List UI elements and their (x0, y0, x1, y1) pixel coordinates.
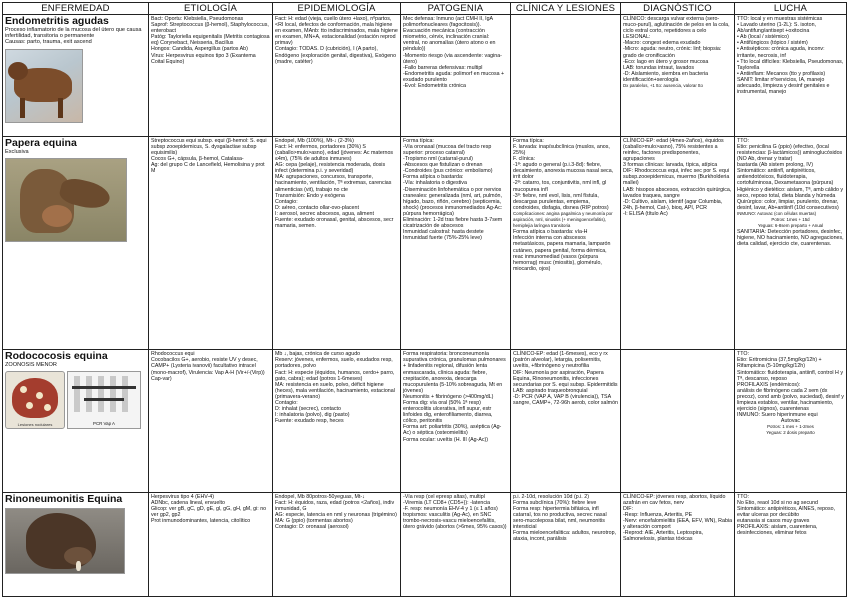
text-line: • Tto local difíciles: Klebsiella, Pseudomonas, Taylorella (737, 58, 844, 71)
disease-subtitle: ZOONOSIS MENOR (5, 362, 57, 369)
text-line: Forma ocular: uveítis (H. III (Ag-Ac)) (403, 436, 489, 443)
text-line: -Abscesos que fistulizan o drenan (403, 162, 483, 169)
text-line: Fuente: exudado oronasal, genital, abscesos, secr mamaria, semen. (275, 217, 394, 230)
text-line: MA: G (ppio) (tormentas abortos) (275, 517, 353, 524)
text-line: Forma típica: (513, 137, 544, 144)
text-line: DIF: Rhodococcus equi, infec sec por S. equi subsp.zooepidemicus, muermo (Burkholderia mallei) (623, 168, 730, 187)
text-line: Rhodococcus equi (151, 351, 195, 358)
text-line: -1ª: agudo o general (p.i.3-8d): fiebre, decaimiento, anorexia mucosa nasal seca, irrit dolor (513, 162, 614, 181)
text-line: -Vía: inhalatoria o digestiva (403, 180, 467, 187)
text-line: TTO: local y en muestras sistémicas (737, 16, 823, 22)
disease-subtitle: Exclusiva (5, 148, 29, 155)
text-line: DIF: Neumonía por aspiración, Papera Equina, Rinoneumonitis, infecciones secundarias por S. equi subsp. Epidermitidis (513, 369, 618, 388)
text-line: -Reprod: AIE, Arteritis, Leptospira, Salmonelosis, plantas tóxicas (623, 530, 704, 543)
text-line: Cocos G+, cápsula, β-hemol, Catalasa- (151, 156, 244, 163)
cell-enfermedad (3, 15, 149, 137)
text-line: Forma dig: vía oral (50% 1ª resp) enterocolitis ulcerativa, infl supur, estr linfoides dig, enterofiliamento, diarrea, cólico, peritonitis (403, 399, 493, 425)
text-line: Fact: H: especie (équidos, humanos, cerdo+ parro, gato, cabra); edad (potros 1-6meses) (275, 369, 395, 382)
header-row (3, 3, 847, 15)
disease-name: Rodococosis equina (5, 350, 108, 363)
text-line: PROFILAXIS (endémicos): (737, 381, 801, 388)
text-line: • Ab (local / sistémico) (737, 34, 789, 41)
header-patogenia: PATOGENIA (401, 3, 511, 15)
text-line: TTO: (737, 351, 749, 358)
cell-patogenia (401, 15, 511, 137)
text-line: -Diseminación linfohemática o por nervios craneales: generalizada (nml, art, pulmón, hígado, bazo, riñón, cerebro) (septicemia, shock) (procesos inmunomediados Ag-Ac: púrpura hemorrágica) (403, 186, 503, 217)
text-line: TTO: (737, 137, 749, 144)
text-line: eutanasia si casos muy graves (737, 517, 810, 524)
text-line: -Viremia (LT CD8+ (CD5+)): -latencia (403, 499, 491, 506)
horse-nasal-discharge-photo (5, 508, 125, 574)
text-line: -Vía resp (cel epresp altas), multipl (403, 493, 485, 500)
text-line: DIF: (623, 505, 634, 512)
cell-etiologia (149, 136, 273, 349)
text-line: SANITARIA: Detección portadores, desinfec, higiene, NO hacinamiento, NO agregaciones, dieta calidad, ejercicio cte, cuarentenas. (737, 229, 844, 248)
cell-etiologia (149, 492, 273, 597)
text-line: Contagio: D: oronasal (aerosol) (275, 523, 349, 530)
disease-name: Rinoneumonitis Equina (5, 492, 123, 505)
header-diagnostico: DIAGNÓSTICO (621, 3, 735, 15)
text-line: AG: cepa (pelaje), resistencia moderada, dosis infect (determina p.i. y severidad) (275, 162, 386, 175)
text-line: Prot inmunodominantes, latencia, citolítico (151, 517, 251, 524)
text-line: TTO: (737, 493, 749, 500)
text-line: Contagio: TODAS. D (cubrición), I (A parto), Endógeno (exploración genital, digestiva), Exógeno (madre, catéter) (275, 46, 397, 65)
text-line: Streptococcus equi subsp. equi (β-hemol: S. equi subsp zooepidemicus, S. dysgalactiae subsp equisimilis) (151, 137, 267, 157)
text-line: Endopel, Mb 80potros-50yeguas, Mt-↓ (275, 493, 365, 500)
text-line: Sintomático: fluidoterapia, antiinfl, control H y Tª, descanso, reposo (737, 369, 843, 382)
cell-etiologia (149, 350, 273, 492)
text-line: CLÍNICO-EP: jóvenes resp, abortos, líquido azafrán en cav fetos, nerv (623, 493, 726, 506)
disease-name: Endometritis agudas (5, 15, 109, 27)
text-line: Inmunidad fuerte (75%-25% leve) (403, 235, 482, 242)
cell-epidemiologia (273, 492, 401, 597)
text-line: LAB: torundas intraut, lavados (623, 64, 694, 71)
text-line: -Vía oronasal (mucosa del tracto resp superior: proceso catarral) (403, 143, 492, 157)
text-line: Potros: 1 mes + 1-2mes (767, 424, 814, 430)
cell-diagnostico (621, 492, 735, 597)
cell-clinica (511, 15, 621, 137)
text-line: Contagio: (275, 399, 298, 406)
text-line: -3ª: fiebre, nml evol, lisis, nml fístula, descargas purulentas, empiema, condroides, disfagia, disnea (RIP potros) (513, 192, 609, 211)
text-line: Yeguas: 6-8sem preparto + Anual (757, 223, 824, 229)
text-line: Fact: H: edad (vieja, cuello útero +laxo), nºpartos, <RI local, defectos de conformación, mala higiene en examen, MAnb: tto indiscriminados, mala higiene en examen, MN+A, estacionalidad (estación reprod primav) (275, 16, 398, 47)
text-line: CLÍNICO: descarga vulvar externa (sero-muco-purul), aglutinación de pelos en la cola, ciclo estral corto, repetidores a celo (623, 16, 730, 35)
header-etiologia: ETIOLOGÍA (149, 3, 273, 15)
text-line: • Lavado uterino (1-2L): S. isoton, Ab/antifung/antisept +oxitocina (737, 22, 816, 35)
header-lucha: LUCHA (735, 3, 847, 15)
text-line: D: aéreo, contacto ollar-ovo-placent (275, 204, 359, 211)
pcr-label: PCR Vap A (93, 421, 115, 427)
text-line: -2ª: catarro, tos, conjuntivitis, nml infl, gl mucopurea infl (513, 180, 607, 193)
text-line: Forma atípica o bastarda: (403, 174, 464, 181)
text-line: Forma subclínica (70%): fiebre leve (513, 499, 597, 506)
cell-etiologia (149, 15, 273, 137)
header-clinica: CLÍNICA Y LESIONES (511, 3, 621, 15)
text-line: Higiénico y dietético: aislam, Tª, amb cálido y seco, reposo total, dieta blanda y húmeda (737, 186, 844, 199)
text-line: LESIONAL: (623, 34, 651, 41)
text-line: Patóg: Tayloriella equigenitalis (Metritis contagiosa eq) Corynebact, Neisseria, Bacillus (151, 34, 270, 47)
text-line: 3 formas clínicas: larvada, típica, atípica (623, 162, 718, 169)
cell-lucha (735, 492, 847, 597)
horse-photo (5, 158, 127, 242)
cell-enfermedad (3, 492, 149, 597)
text-line: CLÍNICO-EP: edad (1-6meses), eco y rx (patrón alveolar), letargia, polisernitis, uveítis, +fibrinógeno y neutrofilia (513, 351, 608, 370)
cow-photo (5, 49, 83, 123)
text-line: I: aerosol, secrec abscesos, agua, aliment (275, 210, 374, 217)
text-line: LAB: hisopos abscesos, extracción quirúrgica, lavados traquea, sangre (623, 186, 732, 199)
text-line: Fact: H: équidos, raza, edad (potros <2años), indiv inmunidad, G (275, 499, 395, 512)
text-line: Complicaciones: angina pagalmica y neumonía por aspiración, nml, sinusitis (+ meningoencefalitis), hemiplejia laríngea transitoria (513, 210, 613, 229)
cell-diagnostico (621, 136, 735, 349)
text-line: -Condroides (pus crónico: embolismo) (403, 168, 493, 175)
text-line: F. larvada: inap/subclínica (muslos, anos, 25%) (513, 143, 610, 157)
text-line: LAB: aspirado traqueobronquial (513, 387, 588, 394)
header-epidemiologia: EPIDEMIOLOGÍA (273, 3, 401, 15)
text-line: Dx paralelos, +1 tto: ausencia, valorar tto (623, 83, 703, 89)
text-line: p.i. 2-10d, resolución 10d (p.i. 2) (513, 493, 589, 500)
text-line: Fuente: exudado resp, heces (275, 418, 344, 425)
text-line: -Nerv: encefalomielitis (EEA, EFV, WN), Rabia y alteración comport (623, 517, 733, 530)
text-line: -Macro: congest edema exudado (623, 40, 701, 47)
text-line: Forma atípica o bastarda: vía-H (513, 229, 588, 236)
disease-subtitle: Proceso inflamatorio de la mucosa del útero que causa infertilidad, transitoria o permanente (5, 27, 142, 40)
text-line: I: inhalatoria (polvo), dig (pasto) (275, 412, 350, 419)
text-line: Eliminación: 1-2d tras fiebre hasta 3-7sem cicatrización de abscesos (403, 217, 503, 230)
text-line: -Evol: Endometritis crónica (403, 83, 466, 90)
cell-epidemiologia (273, 15, 401, 137)
text-line: Neumonitis + fibrinógeno (>400mg/dL) (403, 393, 494, 400)
text-line: MA: agrupaciones, concursos, transporte, hacinamiento, ventilación, Tª extremas, carencias alimenticias (vit), trabajo no cte (275, 174, 392, 193)
text-line: Bact: Oportu: Klebsiella, Pseudomonas (151, 16, 244, 22)
text-line: -Tropismo nml (catarral-purul) (403, 156, 473, 163)
text-line: Herpesvirus tipo 4 (EHV-4) (151, 493, 214, 500)
lung-lesion-photo (5, 371, 65, 429)
cell-clinica (511, 350, 621, 492)
cell-epidemiologia (273, 136, 401, 349)
text-line: SANIT: limitar nºservicios, IA, manejo adecuado, limpieza y desinf genitales e instrumental, manejo (737, 76, 830, 96)
text-line: -Momento riesgo (via ascendente: vagina-útero) (403, 52, 502, 65)
text-line: -I: ELISA (título Ac) (623, 210, 668, 217)
text-line: • Antifúngicos (tópico / sistém) (737, 40, 808, 47)
text-line: Reserv: jóvenes, enfermos, suelo, exudados resp, portadores, polvo (275, 357, 393, 370)
text-line: Forma respiratoria: bronconeumonía supurativa crónica, granulomas pulmonares + linfadenitis regional, difusión lenta enmascarada, clínica aguda: fiebre, crepitación, anorexia, descarga mucopurulenta (5-10% sobreaguda, Mt en jóvenes) (403, 351, 506, 394)
cell-patogenia (401, 350, 511, 492)
cell-enfermedad (3, 350, 149, 492)
text-line: Etio: Eritromicina (37,5mg/kg/12h) + Rifampicina (5-10mg/kg/12h) (737, 357, 822, 370)
text-line: Endopel, Mb (100%), Mt-↓ (2-3%) (275, 137, 354, 144)
row-rinoneumonitis (3, 492, 847, 597)
text-line: -Micro: aguda: neutro, crónic: linf; biopsia: grado de cronificación (623, 46, 722, 59)
cell-lucha (735, 136, 847, 349)
text-line: INMUNO: Suero hiperinmune equi (737, 412, 818, 419)
text-line: Hongos: Candida, Aspergillus (partos Ab) (151, 46, 248, 53)
text-line: Etio: penicilina G (ppio) (efectivo, (local resistencias: β-lactámicos)) aminoglucósidos (NO Ab, drenar y tratar) (737, 143, 843, 163)
text-line: -F. resp: neumonía EHV-4 y 1 (≤ 1 años) tropismos: vasculitis (Ag-Ac), en SNC trombo-necrosis-vascu mieloencefalitis, útero grávido (abortos (>6mes, 95% casos)) (403, 505, 507, 530)
text-line: -D: Cultivo, aislam, identif (agar Columbia, 24h, β-hemol, Cat-), bioq, API, PCR (623, 198, 723, 211)
text-line: ADNbc, cadena lineal, envuelto (151, 499, 225, 506)
disease-name: Papera equina (5, 136, 77, 149)
text-line: Fact: H: enfermos, portadores (30%) S (caballo>mulo>asno), edad (jóvenes: Ac maternos ≤4m), (75% de adultos inmunes) (275, 143, 394, 163)
row-papera-equina (3, 136, 847, 349)
text-line: Virus: Herpesvirus equinos tipo 3 (Exantema Coital Equino) (151, 52, 256, 65)
text-line: -Endometritis aguda: polimorf en mucosa + exudado purulento (403, 70, 505, 83)
text-line: Quirúrgico: color, limpiar, purulento, drenar, desinf, lavar, Ab+antiinfl (10d consecutivos) (737, 198, 839, 211)
row-rodococosis (3, 350, 847, 492)
text-line: AG: especie, latencia en nml y neuronas (trigémino) (275, 511, 397, 518)
text-line: Glicop: ver gB, gC, gD, gE, gl, gG, gH, gM, gi: no ver gp2, gp2 (151, 505, 267, 518)
lesion-caption: Lesiones nodulares (17, 422, 53, 428)
text-line: D: inhalat (secrec), contacto (275, 406, 341, 413)
cell-clinica (511, 136, 621, 349)
text-line: F. clínica: (513, 156, 536, 163)
text-line: CLÍNICO-EP: edad (4mes-2años), équidos (caballo>mulo>asno), 75% resistentes a reinfec, factores predisponentes, agrupaciones (623, 137, 724, 163)
text-line: Contagio: (275, 198, 298, 205)
text-line: INMUNO: Autovac (con células muertas) (737, 210, 817, 216)
text-line: Potros: 1mes + 15d (771, 217, 810, 223)
text-line: Forma art: poliartritis (30%), aséptica (Ag-Ac) o séptica (osteomielitis) (403, 424, 502, 437)
cell-lucha (735, 350, 847, 492)
row-endometritis (3, 15, 847, 137)
text-line: Sintomático: antipiréticos, AINES, reposo, evitar ulceras por decúbito (737, 505, 836, 518)
text-line: Mb ↓, bajas, crónica de curso agudo (275, 351, 361, 358)
text-line: PROFILAXIS: aislam, cuarentena, desinfecciones, eliminar fetos (737, 523, 818, 537)
text-line: Forma mieloencefalitica: adultos, neurotrop, ataxia, incont, parálisis (513, 530, 617, 543)
cell-lucha (735, 15, 847, 137)
cell-patogenia (401, 136, 511, 349)
text-line: Cocobacilos G+, aerobio, resiste UV y desec, CAMP+ (Lysteria ivanovii) facultativo intracel (mono-macrof), Virulencia: Vap A-H (Vir+/-(Virp)) Cap-var) (151, 357, 265, 382)
text-line: No Etio, reaol 10d si no ag secund (737, 499, 818, 506)
text-line: Inmunidad calostral: hasta destete (403, 229, 484, 236)
cell-diagnostico (621, 15, 735, 137)
cell-diagnostico (621, 350, 735, 492)
cell-clinica (511, 492, 621, 597)
text-line: -D: Aislamiento, siembra en bacteria identificación+serología (623, 70, 709, 83)
text-line: -Resp: Influenza, Arteritis, PE (623, 511, 693, 518)
text-line: Forma típica: (403, 137, 434, 144)
disease-table (2, 2, 847, 597)
disease-subtitle-2: Causas: parto, trauma, exit ascend (5, 39, 92, 46)
text-line: Autovac (780, 418, 801, 425)
text-line: MA: resistencia en suelo, polvo, déficit higiene (heces), mala ventilación, hacinamiento, estacional (primavera-verano) (275, 381, 395, 400)
pcr-gel-image (67, 371, 141, 429)
text-line: Saprof: Streptococcus (β-hemol), Staphylococcus, enterobact (151, 22, 269, 35)
header-enfermedad: ENFERMEDAD (3, 3, 149, 15)
text-line: • Antiinflam: Mecanos (tto y profilaxis) (737, 70, 826, 77)
text-line: Ag: del grupo C de Lancefield, Hemolisina y prot M (151, 162, 265, 175)
text-line: -Fallo barreras defensivas: multipl (403, 64, 483, 71)
text-line: Infección interna con abscesos metastásicos, papera mamaria, lamparón cutáneo, papera genital, forma dérmica, reac inmunomediad (vasos (púrpura hemorrag) musc (miositis), glomérulo, miocardio, ojos) (513, 235, 611, 272)
text-line: Yeguas: 2 dosis preparto (766, 430, 815, 436)
text-line: -Eco: lago en útero y grosor mucosa (623, 58, 709, 65)
text-line: análisis de fibrinógeno cada 2 sem (dx precoz), cond amb (polvo, suciedad), desinf y limpieza establos, ventilar, hacinamiento, ejercicio (signos), cuarentenas (737, 387, 844, 413)
text-line: Forma resp: hipertermia bifásica, infl catarral, tos no productiva, secrec nasal sero-mucoleposa bilat, nml, neumonitis intersticial (513, 505, 607, 530)
cell-enfermedad (3, 136, 149, 349)
cell-epidemiologia (273, 350, 401, 492)
text-line: Transmisión: Endo y exógena (275, 192, 345, 199)
text-line: -D: PCR (VAP A, VAP B (virulencia)), TSA sangre, CAMP+, 72-96h aerob, color salmón (513, 393, 618, 406)
text-line: Mec defensa: Inmuno (act CMH II, IgA polimorfonucleares (fagocitosis)). Evacuación mecánica (contracción miometrio, cérvix, inclinación cranial: ventral, no anomalías (útero atono o en péndulo)) (403, 16, 496, 53)
cell-patogenia (401, 492, 511, 597)
text-line: • Antisépticos: crónica aguda, inconv: irritante, necrosis, inf (737, 46, 825, 59)
text-line: bastarda (Ab sistem prolong, IV) (737, 162, 813, 169)
text-line: Sintomático: antiinfl, antipiréticos, antiendotóxicos, fluidoterapia, cortofulminosa, Dexametasona (púrpura) (737, 168, 834, 187)
